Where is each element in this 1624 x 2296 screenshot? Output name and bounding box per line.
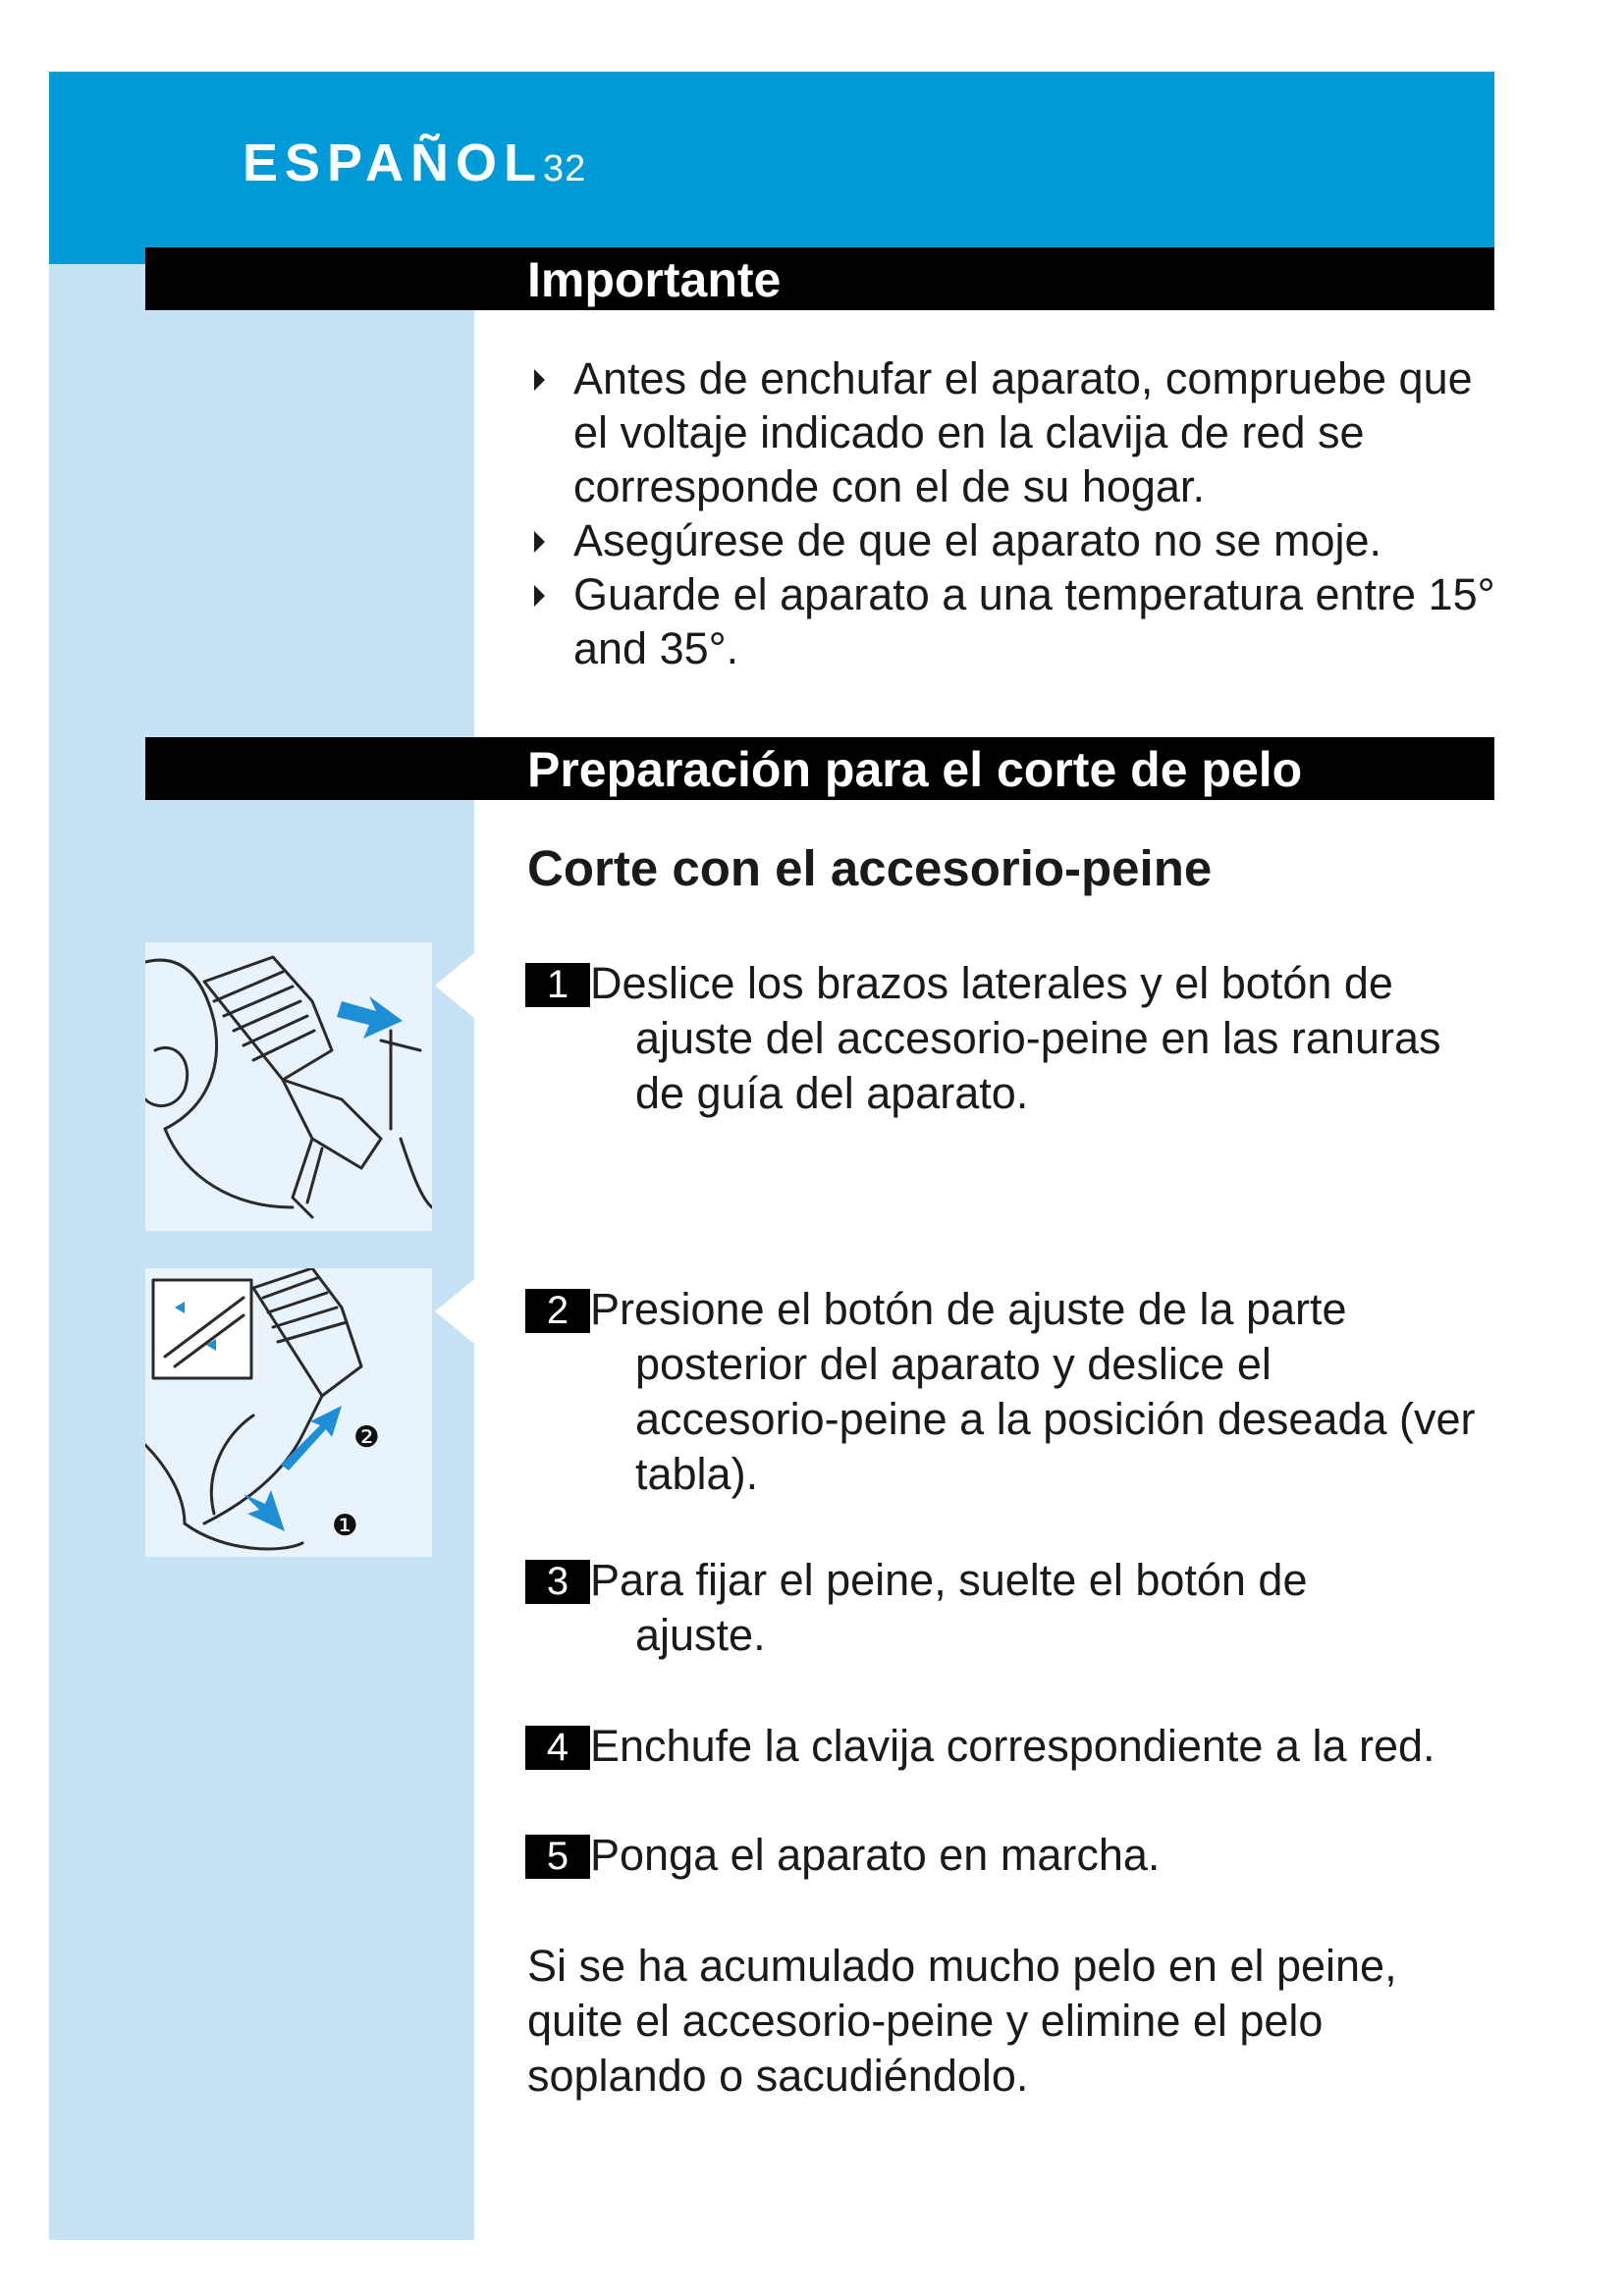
step-1 [525,956,1497,1121]
subheading: Corte con el accesorio-peine [527,840,1213,896]
page-number: 32 [543,148,587,189]
step-number-badge: 3 [525,1560,590,1604]
step-number-badge: 1 [525,963,590,1007]
list-item [530,351,1502,513]
bullet-icon [534,585,545,607]
step-5 [525,1828,1497,1883]
step-text-line: accesorio-peine a la posición deseada (ver [635,1394,1476,1444]
trimmer-attach-illustration [145,942,432,1231]
section-title-important: Importante [527,252,782,307]
callout-pointer [435,948,480,1023]
step-text-line: Deslice los brazos laterales y el botón de [590,958,1393,1008]
bullet-icon [534,531,545,553]
bullet-icon [534,369,545,391]
step-3 [525,1553,1497,1663]
illustration-adjust-comb [145,1268,432,1557]
step-text-line: Para fijar el peine, suelte el botón de [590,1555,1308,1605]
sidebar-band [49,264,474,2240]
list-item-text: Antes de enchufar el aparato, compruebe que el voltaje indicado en la clavija de red se corresponde con el de su hogar. [573,353,1473,511]
list-item [530,513,1502,567]
callout-pointer [435,1274,480,1349]
step-2 [525,1282,1497,1502]
list-item-text: Asegúrese de que el aparato no se moje. [573,515,1382,565]
callout-1-icon: ❶ [332,1510,358,1542]
step-text-line: posterior del aparato y deslice el [635,1339,1272,1389]
arrow-icon [337,996,403,1039]
step-text-line: Enchufe la clavija correspondiente a la red. [590,1721,1435,1771]
step-number-badge: 5 [525,1835,590,1879]
step-text-line: Presione el botón de ajuste de la parte [590,1284,1347,1334]
step-number-badge: 2 [525,1289,590,1333]
important-list [530,351,1502,675]
section-title-preparation: Preparación para el corte de pelo [527,742,1303,797]
step-number-badge: 4 [525,1726,590,1770]
section-bar-important [145,247,1494,310]
section-bar-preparation [145,737,1494,800]
step-text-line: tabla). [635,1449,759,1499]
step-text-line: ajuste del accesorio-peine en las ranuras [635,1013,1441,1063]
list-item-text: Guarde el aparato a una temperatura entre 15° and 35°. [573,569,1495,673]
step-text-line: Ponga el aparato en marcha. [590,1830,1161,1880]
trimmer-adjust-illustration [145,1268,432,1557]
language-label: ESPAÑOL [243,133,544,192]
step-text-line: ajuste. [635,1610,766,1660]
illustration-attach-comb [145,942,432,1231]
step-text-line: de guía del aparato. [635,1068,1029,1118]
tip-paragraph: Si se ha acumulado mucho pelo en el peine, quite el accesorio-peine y elimine el pelo soplando o sacudiéndolo. [527,1941,1397,2101]
callout-2-icon: ❷ [353,1421,380,1454]
step-4 [525,1719,1497,1774]
list-item [530,567,1502,675]
page-title [243,133,586,193]
